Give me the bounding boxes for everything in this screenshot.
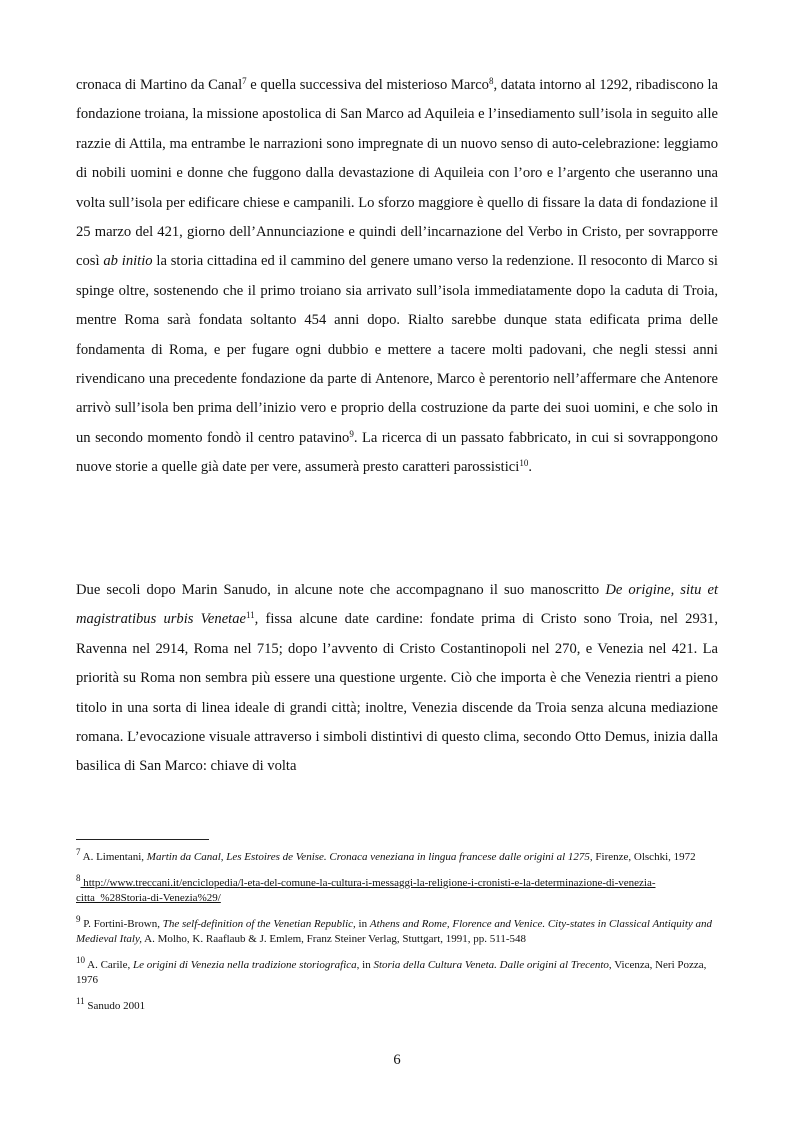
footnote-title: Le origini di Venezia nella tradizione storiografica — [132, 958, 357, 971]
footnote-text: A. Limentani, — [80, 851, 147, 863]
footnote-title: Athens and Rome, Florence and Venice. City-states in Classical Antiquity and Medieval Italy, — [76, 917, 713, 945]
footnote-title: Martin da Canal, Les Estoires de Venise. Cronaca veneziana in lingua francese dalle origini al 1275, — [146, 851, 593, 863]
footnote-text: , in — [356, 958, 374, 971]
footnote-11 — [76, 995, 718, 1015]
footnote-text: in — [355, 917, 370, 930]
footnote-number: 9 — [76, 913, 81, 924]
paragraph-1 — [76, 71, 718, 483]
footnote-text: A. Carile, — [85, 958, 133, 971]
footnote-9 — [76, 913, 718, 948]
footnote-ref-9[interactable]: 9 — [349, 428, 354, 439]
footnote-text: Firenze, Olschki, 1972 — [592, 851, 696, 863]
footnote-ref-7[interactable]: 7 — [242, 76, 247, 86]
text-span: cronaca di Martino da Canal — [76, 77, 243, 93]
text-span: . — [528, 459, 532, 476]
footnote-ref-8[interactable]: 8 — [488, 76, 494, 86]
manuscript-title: De origine, situ et magistratibus urbis Venetae — [76, 582, 718, 628]
footnotes — [76, 847, 718, 1024]
footnote-number: 8 — [76, 872, 81, 883]
footnote-ref-11[interactable]: 11 — [246, 610, 255, 621]
footnote-separator — [76, 839, 209, 840]
paragraph-2 — [76, 576, 718, 782]
italic-comma: , — [254, 611, 259, 628]
page-number: 6 — [393, 1052, 401, 1068]
text-span: , datata intorno al 1292, ribadiscono la fondazione troiana, la missione apostolica di San Marco ad Aquileia e l’insediamento sull’isola in seguito alle razzie di Attila, ma entrambe le narrazioni sono impregnate di un nuovo senso di auto-celebrazione: leggiamo di nobili uomini e donne che fuggono dalla devastazione di Aquileia con l’oro e l’argento che useranno una volta sull’isola per edificare chiese e campanili. Lo sforzo maggiore è quello di fissare la data di fondazione il 25 marzo del 421, giorno dell’Annunciazione e quindi dell’incarnazione del Verbo in Cristo, per sovrapporre così — [76, 77, 719, 270]
footnote-title: Storia della Cultura Veneta. Dalle origini al Trecento — [373, 958, 609, 971]
italic-phrase: ab initio — [103, 253, 153, 270]
footnote-title: The self-definition of the Venetian Republic, — [162, 917, 356, 930]
footnote-10 — [76, 954, 718, 989]
footnote-text: P. Fortini-Brown, — [80, 917, 163, 930]
footnote-number: 11 — [76, 995, 85, 1006]
footnote-text: Sanudo 2001 — [84, 999, 146, 1012]
text-span: Due secoli dopo Marin Sanudo, in alcune note che accompagnano il suo manoscritto — [76, 582, 606, 598]
text-span: fissa alcune date cardine: fondate prima di Cristo sono Troia, nel 2931, Ravenna nel 2914, Roma nel 715; dopo l’avvento di Cristo Costantinopoli nel 270, e Venezia nel 421. La priorità su Roma non sembra più essere una questione urgente. Ciò che importa è che Venezia rientri a pieno titolo in una sorta di linea ideale di grandi città; inoltre, Venezia discende da Troia senza alcuna mediazione romana. L’evocazione visuale attraverso i simboli distintivi di questo clima, secondo Otto Demus, inizia dalla basilica di San Marco: chiave di volta — [76, 611, 718, 775]
footnote-number: 10 — [76, 954, 85, 965]
footnote-number: 7 — [76, 847, 81, 857]
text-span: e quella successiva del misterioso Marco — [246, 77, 489, 93]
footnote-link[interactable]: http://www.treccani.it/enciclopedia/l-eta-del-comune-la-cultura-i-messaggi-la-religione-i-cronisti-e-la-determinazione-di-venezia-citta_%28Storia-di-Venezia%29/ — [76, 876, 656, 904]
footnote-text: A. Molho, K. Raaflaub & J. Emlem, Franz Steiner Verlag, Stuttgart, 1991, pp. 511-548 — [141, 933, 527, 945]
text-span: . La ricerca di un passato fabbricato, in cui si sovrappongono nuove storie a quelle già date per vere, assumerà presto caratteri parossistici — [76, 429, 718, 476]
footnote-ref-10[interactable]: 10 — [519, 458, 529, 469]
footnote-7 — [76, 847, 718, 866]
footnote-text: , Vicenza, Neri Pozza, 1976 — [76, 958, 707, 986]
text-span: la storia cittadina ed il cammino del genere umano verso la redenzione. Il resoconto di Marco si spinge oltre, sostenendo che il primo troiano sia arrivato sull’isola immediatamente dopo la caduta di Troia, mentre Roma sarà fondata soltanto 454 anni dopo. Rialto sarebbe dunque stata edificata prima delle fondamenta di Roma, e per fugare ogni dubbio e mettere a tacere molti padovani, che negli stessi anni rivendicano una precedente fondazione da parte di Antenore, Marco è perentorio nell’affermare che Antenore arrivò sull’isola ben prima dell’inizio vero e proprio della costruzione da parte dei suoi uomini, e che solo in un secondo momento fondò il centro patavino — [76, 253, 718, 446]
footnote-8 — [76, 872, 718, 907]
